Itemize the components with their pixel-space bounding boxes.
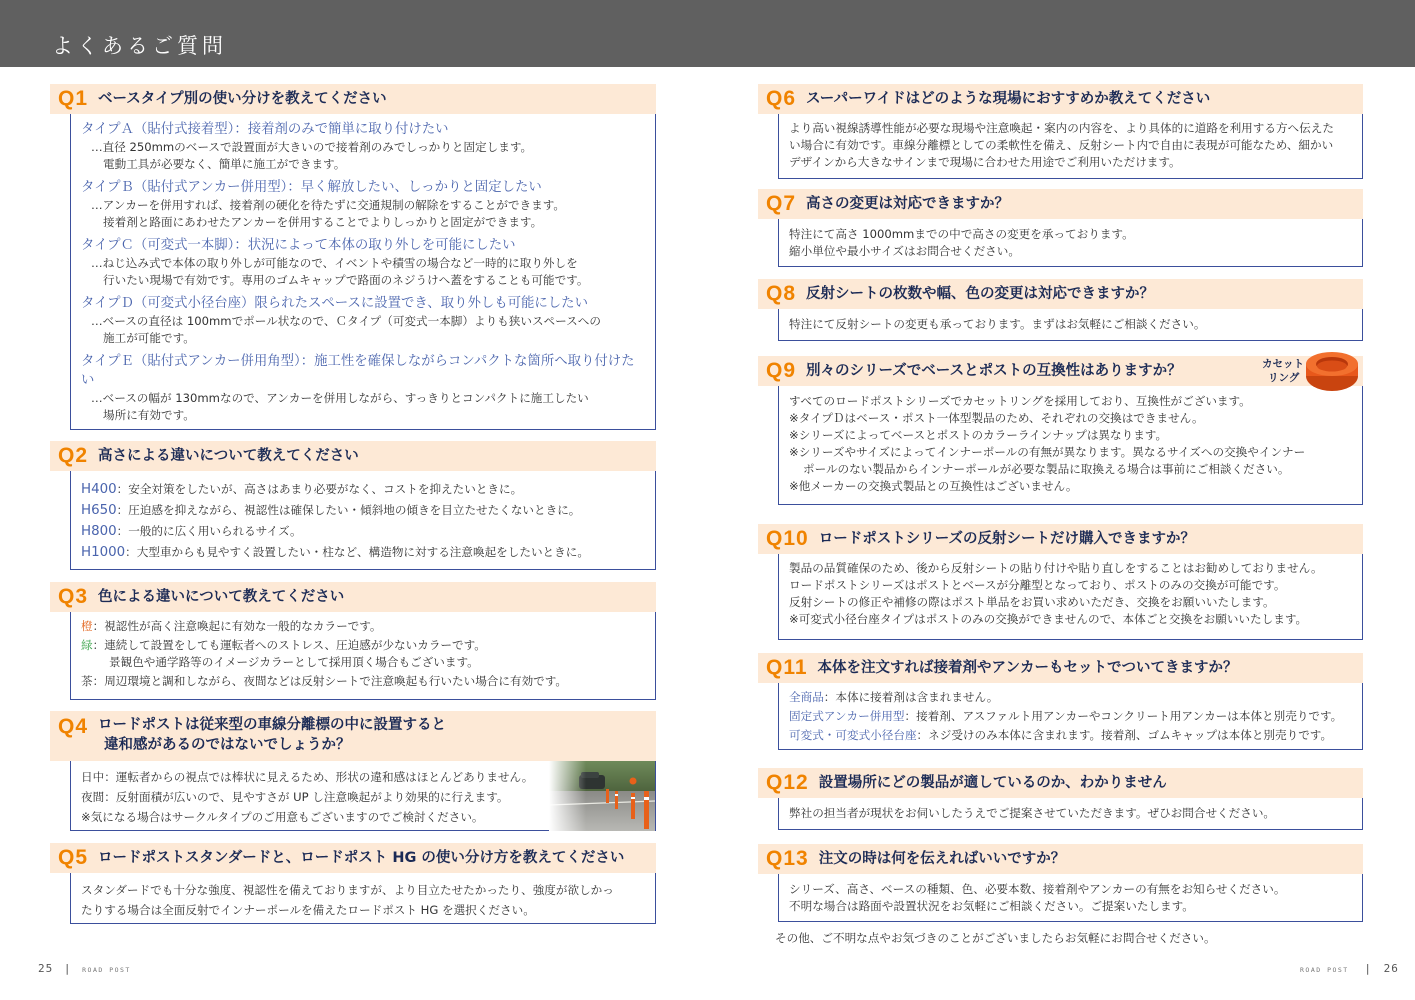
answer-line: 縮小単位や最小サイズはお問合せください。 bbox=[789, 244, 1020, 258]
answer-box bbox=[70, 761, 656, 831]
answer-line: ※気になる場合はサークルタイプのご用意もございますのでご検討ください。 bbox=[81, 810, 484, 824]
height-row bbox=[81, 521, 643, 542]
question-number: Q1 bbox=[58, 87, 89, 110]
question-number: Q12 bbox=[766, 771, 809, 794]
answer-line: デザインから大きなサインまで現場に合わせた用途でご利用いただけます。 bbox=[789, 155, 1181, 169]
answer-box bbox=[778, 114, 1363, 179]
page-title: よくあるご質問 bbox=[52, 34, 227, 58]
color-row-green bbox=[81, 637, 643, 654]
page-number-right bbox=[1300, 962, 1399, 975]
answer-line: 特注にて高さ 1000mmまでの中で高さの変更を承っております。 bbox=[789, 227, 1134, 241]
answer-line: 反射シートの修正や補修の際はポスト単品をお買い求めいただき、交換をお願いいたします。 bbox=[789, 595, 1275, 609]
answer-box bbox=[778, 798, 1363, 830]
answer-line: ※シリーズによってベースとポストのカラーラインナップは異なります。 bbox=[789, 428, 1168, 442]
question-number: Q6 bbox=[766, 87, 797, 110]
question-title: 注文の時は何を伝えればいいですか？ bbox=[818, 850, 1066, 867]
question-number: Q5 bbox=[58, 846, 89, 869]
answer-box bbox=[70, 114, 656, 430]
question-number: Q10 bbox=[766, 527, 809, 550]
height-key: H400 bbox=[81, 482, 117, 497]
question-title-line2: 違和感があるのではないでしょうか？ bbox=[104, 737, 351, 753]
question-title-line1: ロードポストは従来型の車線分離標の中に設置すると bbox=[98, 717, 447, 733]
question-header bbox=[758, 189, 1363, 219]
height-desc: ：圧迫感を抑えながら、視認性は確保したい・傾斜地の傾きを目立たせたくないときに。 bbox=[116, 503, 581, 517]
answer-box bbox=[778, 683, 1363, 750]
color-desc: ：周辺環境と調和しながら、夜間などは反射シートで注意喚起も行いたい場合に有効です。 bbox=[92, 674, 568, 688]
faq-q4 bbox=[50, 711, 656, 831]
brand-label: ROAD POST bbox=[1300, 966, 1349, 974]
faq-q10 bbox=[758, 524, 1363, 640]
ring-caption-line1: カセット bbox=[1262, 358, 1304, 370]
answer-line: すべてのロードポストシリーズでカセットリングを採用しており、互換性がございます。 bbox=[789, 394, 1251, 408]
question-header bbox=[758, 768, 1363, 798]
faq-q12 bbox=[758, 768, 1363, 830]
product-key: 可変式・可変式小径台座 bbox=[789, 728, 917, 742]
type-detail: …直径 250mmのベースで設置面が大きいので接着剤のみでしっかりと固定します。 bbox=[91, 140, 533, 154]
answer-line: スタンダードでも十分な強度、視認性を備えておりますが、より目立たせたかったり、強度が欲しかっ bbox=[81, 883, 614, 897]
question-title: 高さによる違いについて教えてください bbox=[98, 447, 359, 464]
answer-line bbox=[789, 707, 1350, 726]
type-detail: …ねじ込み式で本体の取り外しが可能なので、イベントや積雪の場合など一時的に取り外しを bbox=[91, 256, 578, 270]
answer-line: シリーズ、高さ、ベースの種類、色、必要本数、接着剤やアンカーの有無をお知らせください。 bbox=[789, 882, 1286, 896]
question-title: 反射シートの枚数や幅、色の変更は対応できますか？ bbox=[806, 285, 1155, 302]
ring-caption-line2: リング bbox=[1268, 372, 1300, 384]
ring-caption bbox=[1262, 357, 1304, 385]
faq-q1 bbox=[50, 84, 656, 430]
answer-line: 製品の品質確保のため、後から反射シートの貼り付けや貼り直しをすることはお勧めしておりません。 bbox=[789, 561, 1323, 575]
faq-q11 bbox=[758, 653, 1363, 750]
brand-label: ROAD POST bbox=[82, 966, 131, 974]
answer-box bbox=[778, 874, 1363, 922]
color-key: 緑 bbox=[81, 638, 93, 652]
answer-line bbox=[789, 688, 1350, 707]
height-row bbox=[81, 500, 643, 521]
faq-q7 bbox=[758, 189, 1363, 267]
question-number: Q8 bbox=[766, 282, 797, 305]
question-title: 別々のシリーズでベースとポストの互換性はありますか？ bbox=[806, 362, 1182, 379]
answer-box bbox=[778, 219, 1363, 267]
type-heading: タイプＢ（貼付式アンカー併用型）：早く解放したい、しっかりと固定したい bbox=[81, 180, 542, 195]
type-heading: タイプＣ（可変式一本脚）：状況によって本体の取り外しを可能にしたい bbox=[81, 238, 516, 253]
page-divider: | bbox=[63, 962, 72, 975]
height-row bbox=[81, 479, 643, 500]
answer-line: ※シリーズやサイズによってインナーポールの有無が異なります。異なるサイズへの交換やインナー bbox=[789, 445, 1306, 459]
product-desc: ：ネジ受けのみ本体に含まれます。接着剤、ゴムキャップは本体と別売りです。 bbox=[916, 728, 1333, 742]
height-key: H1000 bbox=[81, 545, 126, 560]
height-desc: ：一般的に広く用いられるサイズ。 bbox=[116, 524, 302, 538]
answer-line: より高い視線誘導性能が必要な現場や注意喚起・案内の内容を、より具体的に道路を利用する方へ伝えた bbox=[789, 121, 1334, 135]
question-title bbox=[98, 715, 446, 755]
question-title: 本体を注文すれば接着剤やアンカーもセットでついてきますか？ bbox=[817, 659, 1238, 676]
type-detail: 行いたい現場で有効です。専用のゴムキャップで路面のネジうけへ蓋をすることも可能です。 bbox=[103, 273, 589, 287]
answer-line: ポールのない製品からインナーポールが必要な製品に取換える場合は事前にご相談ください。 bbox=[803, 462, 1290, 476]
height-row bbox=[81, 542, 643, 563]
question-number: Q9 bbox=[766, 359, 797, 382]
answer-box bbox=[70, 471, 656, 570]
color-desc: ：視認性が高く注意喚起に有効な一般的なカラーです。 bbox=[92, 619, 382, 633]
answer-line: ※タイプＤはベース・ポスト一体型製品のため、それぞれの交換はできません。 bbox=[789, 411, 1204, 425]
faq-q8 bbox=[758, 279, 1363, 341]
cassette-ring-image bbox=[1303, 350, 1361, 394]
question-number: Q3 bbox=[58, 585, 89, 608]
closing-note: その他、ご不明な点やお気づきのことがございましたらお気軽にお問合せください。 bbox=[775, 931, 1216, 945]
question-number: Q13 bbox=[766, 847, 809, 870]
road-photo bbox=[549, 761, 655, 831]
answer-line bbox=[789, 726, 1350, 745]
answer-line: 不明な場合は路面や設置状況をお気軽にご相談ください。ご提案いたします。 bbox=[789, 899, 1194, 913]
question-header bbox=[50, 84, 656, 114]
question-number: Q4 bbox=[58, 715, 89, 738]
faq-q5 bbox=[50, 843, 656, 924]
color-row-brown bbox=[81, 673, 643, 690]
height-key: H650 bbox=[81, 503, 117, 518]
type-heading: タイプＤ（可変式小径台座）限られたスペースに設置でき、取り外しも可能にしたい bbox=[81, 296, 588, 311]
color-key: 橙 bbox=[81, 619, 93, 633]
answer-line: ※他メーカーの交換式製品との互換性はございません。 bbox=[789, 479, 1078, 493]
answer-line: 弊社の担当者が現状をお伺いしたうえでご提案させていただきます。ぜひお問合せください。 bbox=[789, 806, 1276, 820]
answer-box bbox=[778, 386, 1363, 505]
height-desc: ：安全対策をしたいが、高さはあまり必要がなく、コストを抑えたいときに。 bbox=[116, 482, 523, 496]
product-key: 全商品 bbox=[789, 690, 824, 704]
question-title: ベースタイプ別の使い分けを教えてください bbox=[98, 90, 387, 107]
color-desc: ：連続して設置をしても運転者へのストレス、圧迫感が少ないカラーです。 bbox=[92, 638, 486, 652]
type-detail: 施工が可能です。 bbox=[103, 331, 195, 345]
product-desc: ：接着剤、アスファルト用アンカーやコンクリート用アンカーは本体と別売りです。 bbox=[904, 709, 1343, 723]
header-bar bbox=[0, 0, 1415, 67]
color-desc-cont: 景観色や通学路等のイメージカラーとして採用頂く場合もございます。 bbox=[109, 655, 479, 669]
faq-q6 bbox=[758, 84, 1363, 179]
type-heading: タイプＥ（貼付式アンカー併用角型）：施工性を確保しながらコンパクトな箇所へ取り付けたい bbox=[81, 354, 635, 388]
question-title: スーパーワイドはどのような現場におすすめか教えてください bbox=[806, 90, 1211, 107]
type-detail: 接着剤と路面にあわせたアンカーを併用することでよりしっかりと固定ができます。 bbox=[103, 215, 543, 229]
question-number: Q7 bbox=[766, 192, 797, 215]
question-header bbox=[50, 582, 656, 612]
answer-line: ロードポストシリーズはポストとベースが分離型となっており、ポストのみの交換が可能です。 bbox=[789, 578, 1286, 592]
type-detail: 場所に有効です。 bbox=[103, 408, 195, 422]
type-detail: …アンカーを併用すれば、接着剤の硬化を待たずに交通規制の解除をすることができます。 bbox=[91, 198, 565, 212]
question-header bbox=[758, 524, 1363, 554]
faq-q13 bbox=[758, 844, 1363, 922]
answer-box bbox=[70, 873, 656, 924]
type-detail: 電動工具が必要なく、簡単に施工ができます。 bbox=[103, 157, 346, 171]
type-detail: …ベースの幅が 130mmなので、アンカーを併用しながら、すっきりとコンパクトに施工したい bbox=[91, 391, 589, 405]
type-detail: …ベースの直径は 100mmでポール状なので、Ｃタイプ（可変式一本脚）よりも狭いスペースへの bbox=[91, 314, 601, 328]
question-title: 色による違いについて教えてください bbox=[98, 588, 345, 605]
question-title: 設置場所にどの製品が適しているのか、わかりません bbox=[818, 774, 1167, 791]
answer-line: 夜間：反射面積が広いので、見やすさが UP し注意喚起がより効果的に行えます。 bbox=[81, 790, 509, 804]
answer-line: 日中：運転者からの視点では棒状に見えるため、形状の違和感はほとんどありません。 bbox=[81, 770, 534, 784]
answer-box bbox=[70, 612, 656, 700]
answer-box bbox=[778, 309, 1363, 341]
answer-box bbox=[778, 554, 1363, 640]
question-header bbox=[758, 84, 1363, 114]
answer-line: たりする場合は全面反射でインナーポールを備えたロードポスト HG を選択ください。 bbox=[81, 903, 535, 917]
product-desc: ：本体に接着剤は含まれません。 bbox=[823, 690, 999, 704]
answer-line: 特注にて反射シートの変更も承っております。まずはお気軽にご相談ください。 bbox=[789, 317, 1206, 331]
type-heading: タイプＡ（貼付式接着型）：接着剤のみで簡単に取り付けたい bbox=[81, 122, 449, 137]
question-header bbox=[758, 653, 1363, 683]
question-header bbox=[50, 711, 656, 761]
product-key: 固定式アンカー併用型 bbox=[789, 709, 905, 723]
question-title: ロードポストシリーズの反射シートだけ購入できますか？ bbox=[818, 530, 1195, 547]
question-number: Q11 bbox=[766, 656, 808, 679]
height-desc: ：大型車からも見やすく設置したい・柱など、構造物に対する注意喚起をしたいときに。 bbox=[125, 545, 589, 559]
color-key: 茶 bbox=[81, 674, 93, 688]
page-number-left bbox=[38, 962, 131, 975]
page-divider: | bbox=[1364, 962, 1372, 975]
question-header bbox=[50, 441, 656, 471]
question-number: Q2 bbox=[58, 444, 89, 467]
answer-line: ※可変式小径台座タイプはポストのみの交換ができませんので、本体ごと交換をお願いいたします。 bbox=[789, 612, 1308, 626]
color-row-orange bbox=[81, 618, 643, 635]
question-header bbox=[758, 279, 1363, 309]
question-header bbox=[758, 844, 1363, 874]
answer-line: い場合に有効です。車線分離標としての柔軟性を備え、反射シート内で自由に表現が可能なため、細かい bbox=[789, 138, 1334, 152]
question-header bbox=[50, 843, 656, 873]
page-number: 26 bbox=[1383, 962, 1399, 975]
faq-q2 bbox=[50, 441, 656, 570]
question-title: ロードポストスタンダードと、ロードポスト HG の使い分け方を教えてください bbox=[98, 849, 625, 866]
question-title: 高さの変更は対応できますか？ bbox=[806, 195, 1010, 212]
page-number: 25 bbox=[38, 962, 54, 975]
faq-q3 bbox=[50, 582, 656, 700]
height-key: H800 bbox=[81, 524, 117, 539]
